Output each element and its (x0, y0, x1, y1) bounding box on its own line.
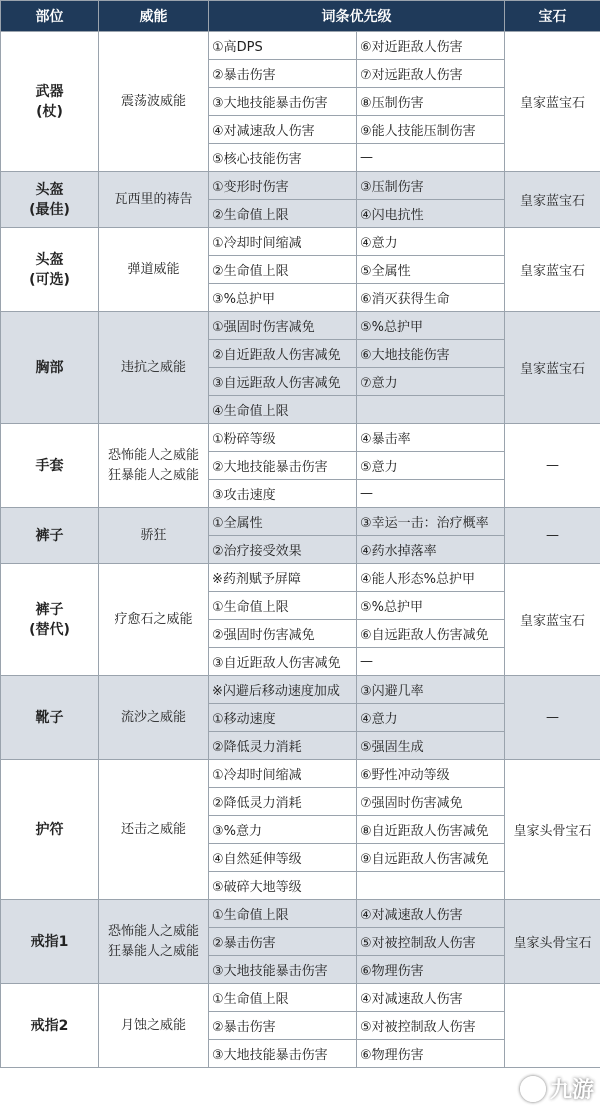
legendary-power-name: 违抗之威能 (120, 359, 186, 375)
affix-cell-left: ③大地技能暴击伤害 (209, 956, 357, 984)
affix-cell-right: ③闪避几率 (357, 676, 505, 704)
affix-cell-left: ①冷却时间缩减 (209, 228, 357, 256)
affix-cell-right: ⑥物理伤害 (357, 1040, 505, 1068)
affix-cell-left: ①冷却时间缩减 (209, 760, 357, 788)
watermark-logo (520, 1073, 594, 1104)
affix-cell-left: ②降低灵力消耗 (209, 732, 357, 760)
affix-cell-right: ④意力 (357, 704, 505, 732)
equipment-slot-cell (1, 564, 99, 676)
table-body (1, 32, 600, 1068)
equipment-slot-label: 裤子 (35, 601, 64, 618)
equipment-slot-label: 武器 (35, 83, 64, 100)
header-row (1, 1, 600, 32)
affix-cell-right: ⑦对远距敌人伤害 (357, 60, 505, 88)
equipment-slot-label: (可选) (29, 271, 70, 288)
header-gem: 宝石 (505, 1, 600, 32)
table-row (1, 172, 600, 200)
table-row (1, 32, 600, 60)
affix-cell-left: ①高DPS (209, 32, 357, 60)
affix-cell-left: ①强固时伤害减免 (209, 312, 357, 340)
affix-cell-right: ⑨自远距敌人伤害减免 (357, 844, 505, 872)
gem-cell: 皇家蓝宝石 (505, 32, 600, 172)
affix-cell-left: ①变形时伤害 (209, 172, 357, 200)
header-part: 部位 (1, 1, 99, 32)
equipment-slot-label: 头盔 (35, 181, 64, 198)
affix-cell-left: ②强固时伤害减免 (209, 620, 357, 648)
table-row (1, 760, 600, 788)
equipment-slot-cell (1, 676, 99, 760)
equipment-slot-cell (1, 228, 99, 312)
power-cell (99, 32, 209, 172)
affix-cell-right: ⑦强固时伤害减免 (357, 788, 505, 816)
legendary-power-name: 月蚀之威能 (120, 1017, 186, 1033)
affix-cell-left: ①生命值上限 (209, 592, 357, 620)
affix-cell-right: ⑤%总护甲 (357, 592, 505, 620)
power-cell (99, 312, 209, 424)
affix-cell-right: ③幸运一击：治疗概率 (357, 508, 505, 536)
gem-cell: 皇家头骨宝石 (505, 760, 600, 900)
affix-cell-right: ⑥对近距敌人伤害 (357, 32, 505, 60)
legendary-power-name: 疗愈石之威能 (114, 611, 193, 627)
jiuyou-logo-icon (520, 1076, 546, 1102)
affix-cell-right: ⑥大地技能伤害 (357, 340, 505, 368)
affix-cell-right: ③压制伤害 (357, 172, 505, 200)
affix-cell-right: ④闪电抗性 (357, 200, 505, 228)
gem-cell: — (505, 424, 600, 508)
affix-cell-right: — (357, 144, 505, 172)
legendary-power-name: 弹道威能 (127, 261, 180, 277)
power-cell (99, 984, 209, 1068)
affix-cell-left: ④生命值上限 (209, 396, 357, 424)
affix-cell-left: ⑤破碎大地等级 (209, 872, 357, 900)
affix-cell-right: ⑨能人技能压制伤害 (357, 116, 505, 144)
affix-cell-right: ⑥物理伤害 (357, 956, 505, 984)
equipment-slot-label: 手套 (35, 457, 64, 474)
affix-cell-left: ②生命值上限 (209, 256, 357, 284)
affix-cell-right: ④能人形态%总护甲 (357, 564, 505, 592)
affix-cell-right: ⑤对被控制敌人伤害 (357, 928, 505, 956)
table-row (1, 900, 600, 928)
table-row (1, 312, 600, 340)
power-cell (99, 760, 209, 900)
affix-cell-left: ⑤核心技能伤害 (209, 144, 357, 172)
legendary-power-name: 狂暴能人之威能 (107, 943, 199, 959)
power-cell (99, 228, 209, 312)
affix-cell-right: — (357, 480, 505, 508)
affix-cell-left: ④对减速敌人伤害 (209, 116, 357, 144)
power-cell (99, 564, 209, 676)
affix-cell-right: ④对减速敌人伤害 (357, 900, 505, 928)
affix-cell-left: ②自近距敌人伤害减免 (209, 340, 357, 368)
table-row (1, 228, 600, 256)
equipment-slot-label: 头盔 (35, 251, 64, 268)
equipment-slot-cell (1, 508, 99, 564)
affix-cell-right: ⑤%总护甲 (357, 312, 505, 340)
legendary-power-name: 恐怖能人之威能 (107, 923, 199, 939)
affix-cell-left: ※闪避后移动速度加成 (209, 676, 357, 704)
power-cell (99, 424, 209, 508)
table-row (1, 676, 600, 704)
affix-cell-left: ①生命值上限 (209, 900, 357, 928)
affix-cell-left: ①移动速度 (209, 704, 357, 732)
gem-cell: 皇家蓝宝石 (505, 172, 600, 228)
equipment-slot-cell (1, 424, 99, 508)
affix-cell-right: ⑤对被控制敌人伤害 (357, 1012, 505, 1040)
gem-cell: 皇家蓝宝石 (505, 228, 600, 312)
equipment-slot-label: (最佳) (29, 201, 70, 218)
affix-cell-left: ②暴击伤害 (209, 60, 357, 88)
affix-cell-right: ⑥消灭获得生命 (357, 284, 505, 312)
power-cell (99, 676, 209, 760)
affix-cell-right: ⑧自近距敌人伤害减免 (357, 816, 505, 844)
affix-cell-right: ④暴击率 (357, 424, 505, 452)
power-cell (99, 900, 209, 984)
equipment-slot-label: 裤子 (35, 527, 64, 544)
affix-cell-left: ③自近距敌人伤害减免 (209, 648, 357, 676)
affix-cell-left: ①粉碎等级 (209, 424, 357, 452)
gem-cell: 皇家蓝宝石 (505, 312, 600, 424)
gem-cell: — (505, 676, 600, 760)
affix-cell-right: ⑧压制伤害 (357, 88, 505, 116)
equipment-slot-label: 胸部 (35, 359, 64, 376)
table-row (1, 424, 600, 452)
legendary-power-name: 骄狂 (140, 527, 167, 543)
power-cell (99, 172, 209, 228)
equipment-slot-label: 戒指2 (30, 1017, 69, 1034)
affix-cell-left: ③大地技能暴击伤害 (209, 1040, 357, 1068)
affix-cell-right: ⑦意力 (357, 368, 505, 396)
affix-cell-right: ④对减速敌人伤害 (357, 984, 505, 1012)
equipment-slot-cell (1, 312, 99, 424)
affix-cell-right: ⑥野性冲动等级 (357, 760, 505, 788)
affix-cell-left: ③%意力 (209, 816, 357, 844)
affix-cell-right: ⑤意力 (357, 452, 505, 480)
gem-cell: 皇家头骨宝石 (505, 900, 600, 984)
legendary-power-name: 流沙之威能 (120, 709, 186, 725)
legendary-power-name: 恐怖能人之威能 (107, 447, 199, 463)
equipment-slot-label: 戒指1 (30, 933, 69, 950)
affix-cell-left: ④自然延伸等级 (209, 844, 357, 872)
equipment-slot-cell (1, 900, 99, 984)
equipment-slot-label: 护符 (35, 821, 64, 838)
legendary-power-name: 还击之威能 (120, 821, 186, 837)
affix-cell-right: ④药水掉落率 (357, 536, 505, 564)
table-row (1, 984, 600, 1012)
affix-cell-left: ②降低灵力消耗 (209, 788, 357, 816)
power-cell (99, 508, 209, 564)
gem-cell (505, 984, 600, 1068)
affix-cell-right: — (357, 648, 505, 676)
gem-cell: 皇家蓝宝石 (505, 564, 600, 676)
affix-cell-right: ④意力 (357, 228, 505, 256)
equipment-slot-cell (1, 760, 99, 900)
affix-cell-left: ③%总护甲 (209, 284, 357, 312)
affix-cell-left: ②大地技能暴击伤害 (209, 452, 357, 480)
header-affix-priority: 词条优先级 (209, 1, 505, 32)
table-row (1, 564, 600, 592)
equipment-slot-cell (1, 984, 99, 1068)
affix-cell-left: ②生命值上限 (209, 200, 357, 228)
affix-cell-right: ⑥自远距敌人伤害减免 (357, 620, 505, 648)
affix-cell-right (357, 872, 505, 900)
affix-cell-right: ⑤全属性 (357, 256, 505, 284)
legendary-power-name: 瓦西里的祷告 (114, 191, 193, 207)
affix-cell-right: ⑤强固生成 (357, 732, 505, 760)
affix-cell-left: ③自远距敌人伤害减免 (209, 368, 357, 396)
affix-cell-left: ※药剂赋予屏障 (209, 564, 357, 592)
gem-cell: — (505, 508, 600, 564)
header-power: 威能 (99, 1, 209, 32)
affix-cell-left: ①生命值上限 (209, 984, 357, 1012)
equipment-slot-cell (1, 32, 99, 172)
equipment-slot-label: (替代) (29, 621, 70, 638)
affix-cell-left: ②暴击伤害 (209, 1012, 357, 1040)
watermark-text: 九游 (549, 1078, 594, 1103)
affix-cell-left: ②暴击伤害 (209, 928, 357, 956)
affix-cell-left: ②治疗接受效果 (209, 536, 357, 564)
table-row (1, 508, 600, 536)
affix-cell-left: ①全属性 (209, 508, 357, 536)
legendary-power-name: 震荡波威能 (120, 93, 186, 109)
affix-cell-right (357, 396, 505, 424)
legendary-power-name: 狂暴能人之威能 (107, 467, 199, 483)
equipment-slot-label: (杖) (36, 103, 63, 120)
equipment-slot-label: 靴子 (35, 709, 64, 726)
equipment-slot-cell (1, 172, 99, 228)
affix-cell-left: ③大地技能暴击伤害 (209, 88, 357, 116)
affix-cell-left: ③攻击速度 (209, 480, 357, 508)
